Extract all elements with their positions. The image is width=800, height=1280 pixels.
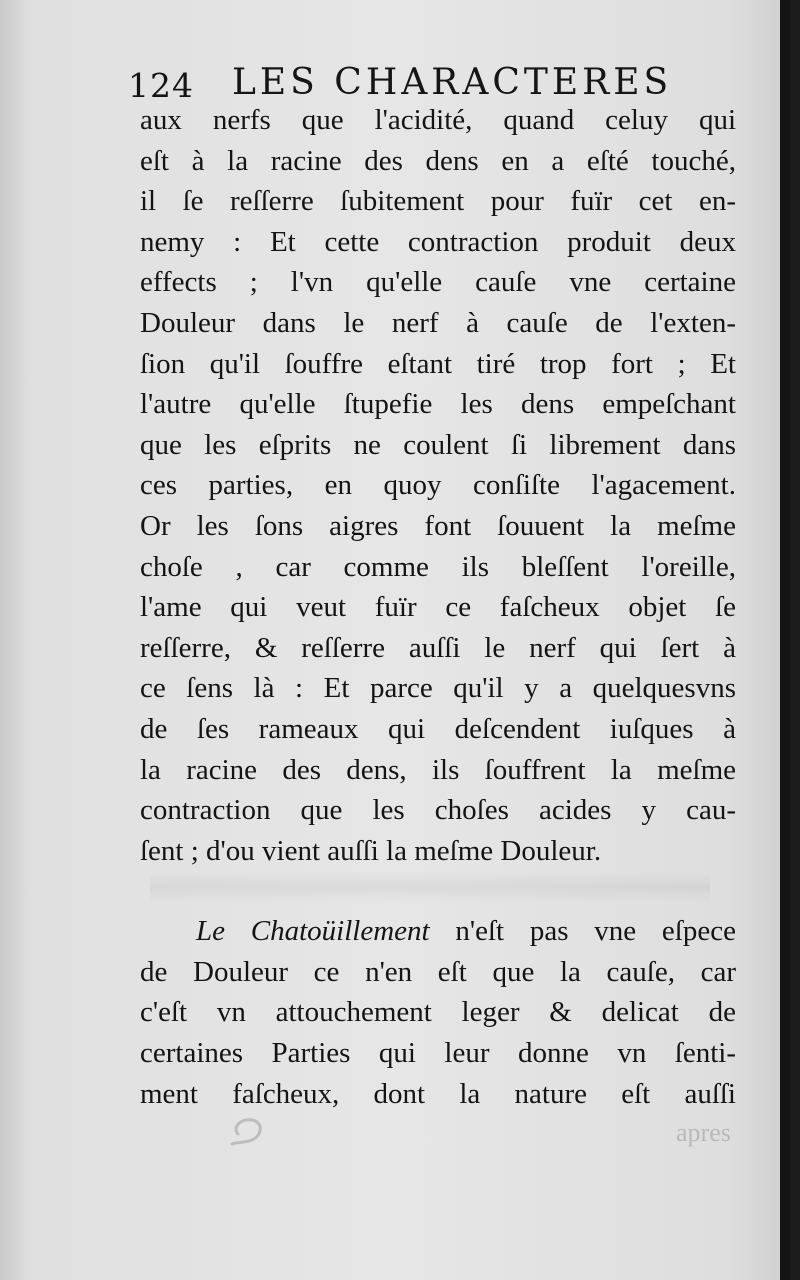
- text-line: effects ; l'vn qu'elle cauſe vne certaine: [140, 266, 736, 299]
- text-line: de Douleur ce n'en eſt que la cauſe, car: [140, 955, 736, 988]
- text-line: l'ame qui veut fuïr ce faſcheux objet ſe: [140, 591, 736, 624]
- paragraph-2: [140, 911, 736, 1114]
- text-line: il ſe reſſerre ſubitement pour fuïr cet en-: [140, 185, 736, 218]
- text-line: Douleur dans le nerf à cauſe de l'exten-: [140, 306, 736, 339]
- text-line: choſe , car comme ils bleſſent l'oreille,: [140, 550, 736, 583]
- italic-term: Le Chatoüillement: [196, 915, 430, 948]
- text-segment: n'eſt pas vne eſpece: [429, 915, 736, 948]
- text-line: que les eſprits ne coulent ſi librement dans: [140, 428, 736, 461]
- paragraph-1: [140, 100, 736, 871]
- text-line: ſent ; d'ou vient auſſi la meſme Douleur.: [140, 834, 602, 867]
- body-text: [140, 100, 736, 1114]
- text-line: l'autre qu'elle ſtupefie les dens empeſchant: [140, 388, 736, 421]
- text-line: Or les ſons aigres font ſouuent la meſme: [140, 509, 736, 542]
- text-line: aux nerfs que l'acidité, quand celuy qui: [140, 104, 736, 136]
- text-line: ce ſens là : Et parce qu'il y a quelquesvns: [140, 672, 736, 705]
- text-line-first: [140, 911, 736, 952]
- text-line: contraction que les choſes acides y cau-: [140, 794, 736, 827]
- ink-mark-icon: [228, 1114, 274, 1148]
- text-line: la racine des dens, ils ſouffrent la meſme: [140, 753, 736, 786]
- text-line: c'eſt vn attouchement leger & delicat de: [140, 996, 736, 1029]
- text-line: ment faſcheux, dont la nature eſt auſſi: [140, 1077, 736, 1110]
- running-title: LES CHARACTERES: [232, 62, 673, 103]
- text-line: ſion qu'il ſouffre eſtant tiré trop fort ; Et: [140, 347, 736, 380]
- text-line: nemy : Et cette contraction produit deux: [140, 225, 736, 258]
- text-line: de ſes rameaux qui deſcendent iuſques à: [140, 712, 736, 745]
- paragraph-gap: [140, 871, 736, 911]
- page-number: 124: [128, 66, 194, 105]
- text-line: reſſerre, & reſſerre auſſi le nerf qui ſert à: [140, 631, 736, 664]
- catchword: apres: [676, 1118, 731, 1147]
- text-line: certaines Parties qui leur donne vn ſenti-: [140, 1037, 736, 1070]
- page-edge-shadow: [780, 0, 790, 1280]
- text-line: eſt à la racine des dens en a eſté touché,: [140, 144, 736, 177]
- text-line: ces parties, en quoy conſiſte l'agacement.: [140, 469, 736, 502]
